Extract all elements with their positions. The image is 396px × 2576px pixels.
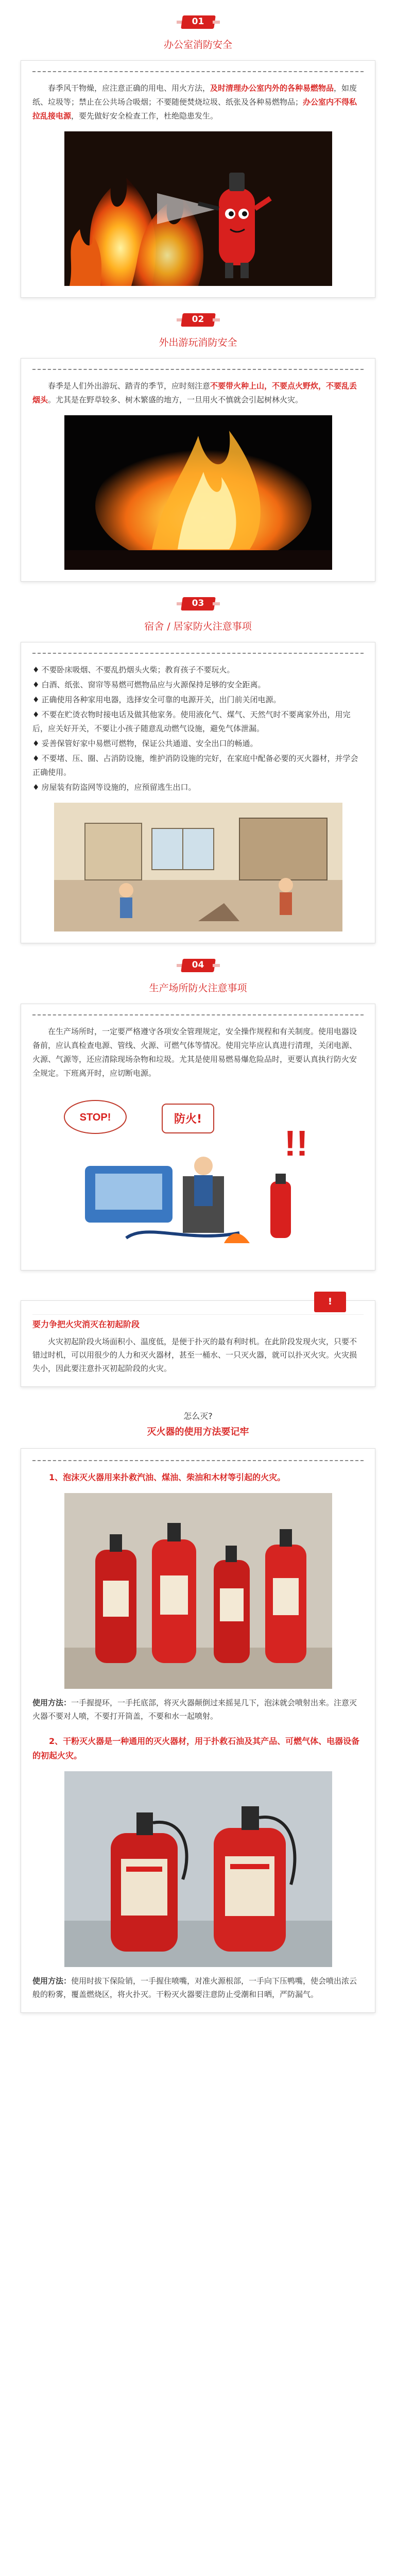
section-number: 04	[192, 960, 204, 970]
poster-page	[0, 13, 396, 2028]
extinguisher-title: 1、泡沫灭火器用来扑救汽油、煤油、柴油和木材等引起的火灾。	[49, 1472, 286, 1482]
dashed-divider	[32, 653, 364, 656]
section-number: 03	[192, 598, 204, 608]
section-3-card	[21, 642, 375, 943]
how-to-extinguish-heading: 怎么灭?	[183, 1411, 213, 1421]
section-number-badge	[177, 311, 220, 329]
body-text: 在生产场所时，一定要严格遵守各项安全管理规定，安全操作规程和有关制度。使用电器设备前，应认真检查电源、管线、火源、可燃气体等情况。使用完毕应认真进行清理，关闭电源、火源、气源等，还应清除现场杂物和垃圾。尤其是使用易燃易爆危险品时，更要认真执行防火安全规定。下班离开时，应切断电源。	[32, 1027, 357, 1078]
extinguisher-usage: 使用方法：一手握提环，一手托底部，将灭火器颠倒过来摇晃几下，泡沫就会喷射出来。注意灭火器不要对人喷，不要打开筒盖，不要和水一起喷射。	[32, 1698, 357, 1721]
body-text: ，要先做好安全检查工作，杜绝隐患发生。	[71, 111, 218, 121]
wildfire-flame-photo	[64, 415, 332, 570]
stop-speech-bubble: STOP!	[79, 1112, 111, 1123]
safety-bullet-list	[32, 663, 364, 794]
section-number-badge	[177, 595, 220, 613]
callout-body: 火灾初起阶段火场面积小、温度低，是便于扑灭的最有利时机。在此阶段发现火灾，只要不错过时机，可以用很少的人力和灭火器材，甚至一桶水、一只灭火器，就可以扑灭火灾。火灾损失小，因此要注意扑灭初起阶段的火灾。	[32, 1337, 357, 1373]
diamond-bullet-icon: ♦	[32, 783, 40, 792]
dashed-divider	[32, 1460, 364, 1463]
extinguisher-usage-heading: 灭火器的使用方法要记牢	[147, 1427, 249, 1437]
list-item: ♦ 妥善保管好家中易燃可燃物，保证公共通道、安全出口的畅通。	[32, 739, 258, 748]
list-item: ♦ 正确使用各种家用电器，选择安全可靠的电源开关，出门前关闭电源。	[32, 695, 281, 704]
section-number: 01	[192, 16, 204, 27]
extinguisher-usage: 使用方法：使用时拔下保险销，一手握住喷嘴，对准火源根部，一手向下压鸭嘴，使会喷出浓云般的粉雾，覆盖燃烧区，将火扑灭。干粉灭火器要注意防止受潮和日晒，严防漏气。	[32, 1976, 357, 1999]
section-number-badge	[177, 13, 220, 31]
list-item: ♦ 房屋装有防盗网等设施的，应预留逃生出口。	[32, 783, 196, 792]
section-paragraph	[32, 81, 364, 123]
dashed-divider	[32, 1014, 364, 1018]
dry-powder-extinguisher-photo	[64, 1771, 332, 1967]
section-number-badge	[177, 957, 220, 974]
section-title: 办公室消防安全	[163, 39, 232, 50]
highlighted-text: 不要带火种上山，不要点火野炊，不要乱丢烟头	[32, 381, 357, 404]
section-title: 外出游玩消防安全	[159, 337, 237, 348]
section-number: 02	[192, 314, 204, 325]
diamond-bullet-icon: ♦	[32, 739, 40, 748]
section-2-header	[0, 311, 396, 349]
list-item: ♦ 白酒、纸张、窗帘等易燃可燃物品应与火源保持足够的安全距离。	[32, 680, 266, 689]
dashed-divider	[32, 369, 364, 372]
section-1-card	[21, 60, 375, 298]
list-item: ♦ 不要堵、压、圈、占消防设施，维护消防设施的完好，在家庭中配备必要的灭火器材，并学会正确使用。	[32, 754, 358, 777]
section-1-header	[0, 13, 396, 51]
body-text: 春季是人们外出游玩、踏青的季节，应时刻注意	[48, 381, 211, 391]
diamond-bullet-icon: ♦	[32, 680, 40, 689]
list-item: ♦ 不要卧床吸烟、不要乱扔烟头火柴；教育孩子不要玩火。	[32, 665, 235, 674]
highlighted-text: 办公室内不得私拉乱接电源	[32, 97, 357, 121]
section-4-header	[0, 957, 396, 994]
section-paragraph	[32, 1025, 364, 1080]
section-2-card	[21, 358, 375, 582]
section-3-header	[0, 595, 396, 633]
callout-tag: !	[314, 1292, 346, 1312]
diamond-bullet-icon: ♦	[32, 695, 40, 704]
fire-extinguisher-cartoon-illustration	[64, 131, 332, 286]
dashed-divider	[32, 71, 364, 74]
section-4-card	[21, 1004, 375, 1270]
body-text: 春季风干物燥，应注意正确的用电、用火方法，	[48, 83, 211, 93]
diamond-bullet-icon: ♦	[32, 665, 40, 674]
section-title: 生产场所防火注意事项	[149, 982, 247, 994]
workplace-fire-cartoon-illustration	[54, 1089, 342, 1259]
foam-extinguisher-photo	[64, 1493, 332, 1689]
list-item: ♦ 不要在贮烫衣物时接电话及做其他家务。使用液化气、煤气、天然气时不要离家外出，用完后，应关好开关，不要让小孩子随意乱动燃气设施，避免气体泄漏。	[32, 710, 351, 733]
extinguisher-title: 2、干粉灭火器是一种通用的灭火器材，用于扑救石油及其产品、可燃气体、电器设备的初起火灾。	[32, 1736, 360, 1760]
diamond-bullet-icon: ♦	[32, 710, 40, 719]
diamond-bullet-icon: ♦	[32, 754, 40, 763]
extinguisher-card-foam	[21, 1448, 375, 2013]
home-room-cartoon-illustration	[54, 803, 342, 931]
fire-prevention-sign: 防火!	[174, 1113, 202, 1126]
section-title: 宿舍 / 居家防火注意事项	[144, 621, 252, 632]
callout-title: 要力争把火灾消灭在初起阶段	[32, 1314, 364, 1330]
highlighted-text: 及时清理办公室内外的各种易燃物品	[210, 83, 334, 93]
body-text: ，如废纸、垃圾等；禁止在公共场合吸烟；不要随便焚烧垃圾、纸张及各种易燃物品；	[32, 83, 357, 107]
section-paragraph	[32, 379, 364, 407]
early-stage-fire-callout	[21, 1296, 375, 1387]
warning-exclamation-icon: !!	[284, 1123, 308, 1163]
body-text: 。尤其是在野草较多、树木繁盛的地方，一旦用火不慎就会引起树林火灾。	[48, 395, 303, 404]
